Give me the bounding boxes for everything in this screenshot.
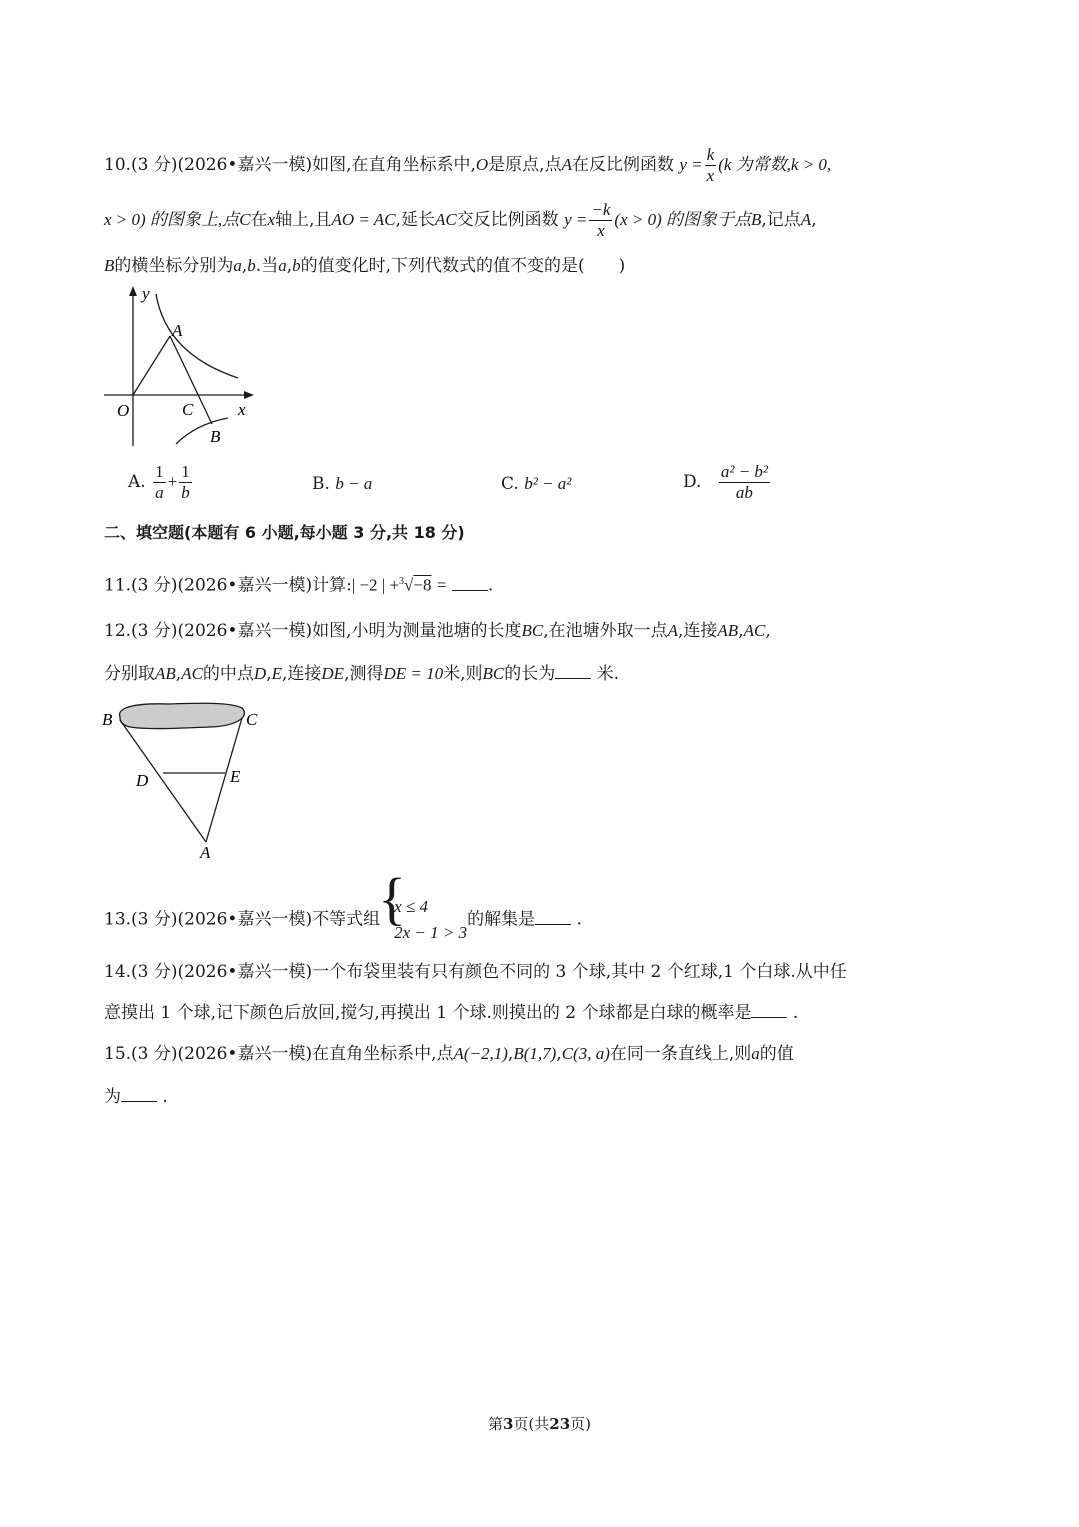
label-D: D bbox=[136, 771, 149, 790]
segment-OA bbox=[133, 336, 170, 395]
y-axis-arrow-icon bbox=[129, 286, 137, 296]
q10-option-a bbox=[128, 462, 194, 503]
q10-text: .当 bbox=[255, 256, 279, 276]
q10-text: ,记点 bbox=[761, 210, 801, 230]
radical-sign-icon: √ bbox=[404, 575, 414, 595]
q10-var: B bbox=[104, 256, 115, 275]
q15-text: 的值 bbox=[759, 1044, 794, 1064]
footer-text: 第 bbox=[487, 1415, 503, 1433]
answer-blank bbox=[555, 662, 591, 679]
q10-expr: AO = AC bbox=[331, 210, 396, 229]
label-E: E bbox=[230, 767, 241, 786]
option-label: A. bbox=[128, 472, 146, 492]
q12-expr: DE = 10 bbox=[383, 664, 444, 683]
option-label: D. bbox=[683, 472, 702, 492]
answer-blank bbox=[121, 1085, 157, 1102]
q10-var: b bbox=[292, 256, 301, 275]
q10-expr: y = bbox=[564, 210, 588, 229]
label-y: y bbox=[142, 284, 150, 303]
plus-sign: + bbox=[167, 472, 178, 491]
inequality-1: { x ≤ 4 bbox=[394, 897, 428, 916]
answer-blank bbox=[751, 1001, 787, 1018]
point-C: C(3, a) bbox=[561, 1044, 610, 1063]
q12-text: , bbox=[765, 621, 771, 641]
q12-var: BC bbox=[482, 664, 505, 683]
answer-blank bbox=[535, 908, 571, 925]
q12-text: ,连接 bbox=[282, 664, 322, 684]
q10-text: ,延长 bbox=[395, 210, 435, 230]
q12-var: AB bbox=[155, 664, 176, 683]
q12-text: , bbox=[175, 664, 182, 684]
option-expr: b − a bbox=[335, 474, 373, 493]
option-d-frac bbox=[719, 462, 770, 503]
q15-text: . bbox=[162, 1087, 168, 1107]
q10-text: 是原点,点 bbox=[488, 155, 562, 175]
q10-line-3 bbox=[104, 254, 625, 278]
label-A: A bbox=[200, 843, 211, 862]
q12-var: BC bbox=[521, 621, 544, 640]
q12-var: D bbox=[253, 664, 267, 683]
q15-text: 在同一条直线上,则 bbox=[609, 1044, 752, 1064]
q14-text: . bbox=[792, 1003, 799, 1023]
label-x: x bbox=[238, 400, 246, 419]
q10-text: 在反比例函数 bbox=[571, 155, 674, 175]
option-expr: b² − a² bbox=[524, 474, 572, 493]
inequality-2: 2x − 1 > 3 bbox=[394, 923, 468, 942]
q15-text: , bbox=[556, 1044, 562, 1064]
q10-text: , bbox=[286, 256, 293, 276]
q10-text: 交反比例函数 bbox=[456, 210, 559, 230]
q15-var: a bbox=[751, 1044, 760, 1063]
q11-text: . bbox=[487, 575, 494, 596]
q14-line-1: 14.(3 分)(2026•嘉兴一模)一个布袋里装有只有颜色不同的 3 个球,其中 2 个红球,1 个白球.从中任 bbox=[104, 962, 847, 982]
q11-expr: = bbox=[436, 575, 447, 595]
q10-text: 在 bbox=[250, 210, 268, 230]
point-A: A(−2,1) bbox=[453, 1044, 508, 1063]
q12-pond-figure bbox=[100, 700, 270, 864]
footer-text: 页) bbox=[570, 1415, 592, 1433]
option-label: C. bbox=[501, 474, 519, 494]
q12-text: ,在池塘外取一点 bbox=[543, 621, 668, 641]
q12-text: 的长为 bbox=[504, 664, 556, 684]
q10-option-d bbox=[683, 462, 772, 503]
page-total: 23 bbox=[549, 1415, 571, 1433]
frac-den: b bbox=[181, 483, 190, 502]
q10-var: b bbox=[247, 256, 256, 275]
q12-text: 的中点 bbox=[202, 664, 254, 684]
q12-var: E bbox=[271, 664, 282, 683]
q14-text: 意摸出 1 个球,记下颜色后放回,搅匀,再摸出 1 个球.则摸出的 2 个球都是白球的概率是 bbox=[104, 1003, 752, 1023]
q13-line bbox=[104, 894, 582, 946]
q13-text: . bbox=[576, 909, 582, 930]
option-a-frac-1 bbox=[153, 462, 166, 503]
q12-text: 分别取 bbox=[104, 664, 155, 684]
option-label: B. bbox=[312, 474, 330, 494]
q14-line-2 bbox=[104, 1001, 798, 1025]
hyperbola-first-quadrant bbox=[156, 294, 238, 378]
q10-coordinate-graph bbox=[100, 284, 260, 454]
q15-line-1 bbox=[104, 1042, 794, 1066]
q10-expr: y = bbox=[679, 155, 703, 174]
q10-var: a bbox=[278, 256, 287, 275]
footer-text: 页(共 bbox=[513, 1415, 550, 1433]
q10-var: A bbox=[800, 210, 812, 229]
q11-expr: | −2 | + bbox=[351, 575, 400, 595]
frac-num: 1 bbox=[155, 462, 164, 481]
root-index: 3 bbox=[399, 576, 405, 587]
q15-text: 为 bbox=[104, 1087, 121, 1107]
frac-den: a bbox=[155, 483, 164, 502]
q10-var: x bbox=[267, 210, 276, 229]
q10-option-b bbox=[312, 474, 372, 494]
q11-line bbox=[104, 570, 493, 598]
q10-text: 的值变化时,下列代数式的值不变的是( ) bbox=[300, 256, 626, 276]
q10-option-c bbox=[501, 474, 571, 494]
q13-text: 的解集是 bbox=[467, 909, 536, 930]
segment-BA bbox=[120, 720, 206, 842]
q10-var: B bbox=[751, 210, 762, 229]
section-heading: 二、填空题(本题有 6 小题,每小题 3 分,共 18 分) bbox=[104, 523, 465, 542]
q13-text: 13.(3 分)(2026•嘉兴一模)不等式组 bbox=[104, 909, 381, 930]
page-footer bbox=[0, 1413, 1079, 1434]
label-O: O bbox=[117, 401, 130, 420]
frac-den: ab bbox=[735, 483, 753, 502]
frac-den: x bbox=[597, 221, 605, 240]
label-B: B bbox=[102, 710, 113, 729]
q12-var: A bbox=[667, 621, 679, 640]
q12-text: , bbox=[738, 621, 744, 641]
q12-var: AB bbox=[717, 621, 739, 640]
page-number: 3 bbox=[502, 1415, 514, 1433]
q11-text: 11.(3 分)(2026•嘉兴一模)计算: bbox=[104, 575, 352, 596]
q12-text: ,测得 bbox=[344, 664, 384, 684]
q10-fraction-neg-k-over-x bbox=[589, 200, 612, 241]
q10-text: , bbox=[811, 210, 817, 230]
root-body: −8 bbox=[413, 575, 432, 595]
q10-text: (x > 0) 的图象于点 bbox=[614, 210, 751, 229]
q10-text: 轴上,且 bbox=[275, 210, 332, 230]
q12-line-1 bbox=[104, 619, 771, 643]
q10-expr: (k 为常数,k > 0, bbox=[718, 155, 832, 174]
q15-text: 15.(3 分)(2026•嘉兴一模)在直角坐标系中,点 bbox=[104, 1044, 454, 1064]
q10-var: AC bbox=[434, 210, 457, 229]
label-A: A bbox=[172, 321, 183, 340]
q12-line-2 bbox=[104, 662, 619, 686]
q10-var: O bbox=[475, 155, 489, 174]
q10-fraction-k-over-x bbox=[705, 145, 717, 186]
q10-text: 10.(3 分)(2026•嘉兴一模)如图,在直角坐标系中, bbox=[104, 155, 476, 175]
pond-shape bbox=[120, 703, 245, 728]
frac-den: x bbox=[706, 166, 715, 185]
inequality-system bbox=[382, 894, 467, 946]
q12-var: DE bbox=[321, 664, 345, 683]
q10-var: a bbox=[233, 256, 242, 275]
q12-text: ,连接 bbox=[678, 621, 718, 641]
label-C: C bbox=[246, 710, 258, 729]
q12-var: AC bbox=[743, 621, 766, 640]
frac-num: a² − b² bbox=[720, 462, 769, 481]
q12-var: AC bbox=[181, 664, 203, 683]
q12-text: , bbox=[266, 664, 272, 684]
q10-text: 的横坐标分别为 bbox=[114, 256, 234, 276]
answer-blank bbox=[452, 574, 488, 591]
q15-text: , bbox=[507, 1044, 514, 1064]
q10-text: x > 0) 的图象上,点 bbox=[104, 210, 240, 229]
point-B: B(1,7) bbox=[513, 1044, 557, 1063]
frac-num: k bbox=[706, 145, 715, 164]
frac-num: −k bbox=[591, 200, 611, 219]
q10-text: , bbox=[241, 256, 248, 276]
frac-num: 1 bbox=[181, 462, 190, 481]
q12-text: 米,则 bbox=[443, 664, 483, 684]
q10-var: A bbox=[561, 155, 572, 174]
q12-text: 米. bbox=[596, 664, 620, 684]
x-axis-arrow-icon bbox=[244, 391, 254, 399]
q10-line-2 bbox=[104, 200, 817, 241]
q10-line-1 bbox=[104, 145, 831, 186]
q10-var: C bbox=[239, 210, 251, 229]
q15-line-2 bbox=[104, 1085, 168, 1109]
option-a-frac-2 bbox=[179, 462, 192, 503]
label-B: B bbox=[210, 427, 221, 446]
label-C: C bbox=[182, 400, 194, 419]
q12-text: 12.(3 分)(2026•嘉兴一模)如图,小明为测量池塘的长度 bbox=[104, 621, 522, 641]
